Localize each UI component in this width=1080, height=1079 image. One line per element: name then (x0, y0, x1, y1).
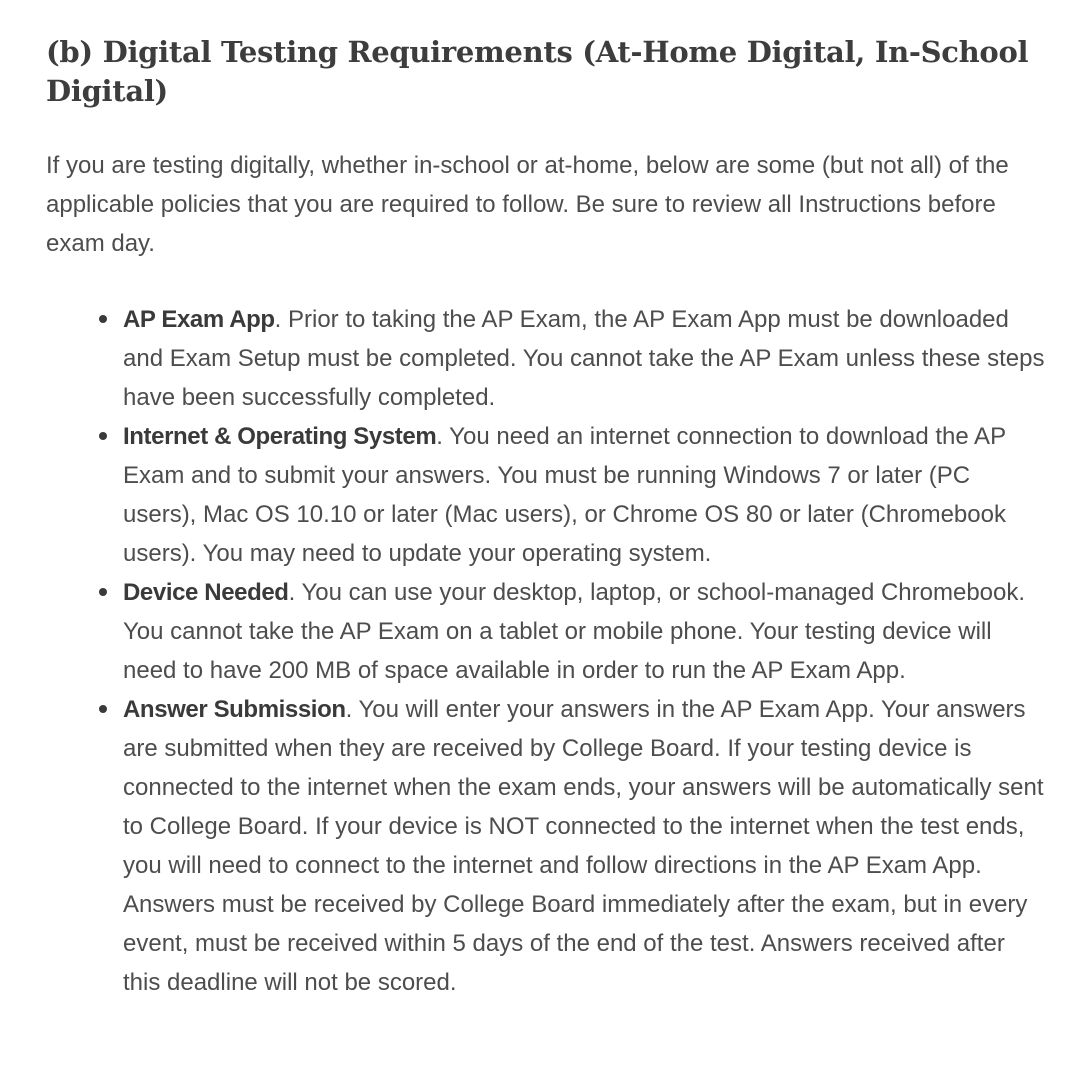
intro-paragraph: If you are testing digitally, whether in-school or at-home, below are some (but not all) of the applicable policies that you are required to follow. Be sure to review all Instructions before exam day. (46, 152, 1009, 257)
requirement-term: Internet & Operating System (123, 423, 437, 450)
requirement-term: AP Exam App (123, 306, 275, 333)
list-item-ap-exam-app (123, 300, 1046, 417)
requirement-text: . You can use your desktop, laptop, or school-managed Chromebook. You cannot take the AP Exam on a tablet or mobile phone. Your testing device will need to have 200 MB of space available in order to run the AP Exam App. (123, 579, 1026, 684)
requirement-text: . You need an internet connection to download the AP Exam and to submit your answers. You must be running Windows 7 or later (PC users), Mac OS 10.10 or later (Mac users), or Chrome OS 80 or later (Chromebook users). You may need to update your operating system. (123, 423, 1006, 567)
list-item-internet-os (123, 417, 1046, 573)
requirement-term: Device Needed (123, 579, 289, 606)
requirement-text: . Prior to taking the AP Exam, the AP Exam App must be downloaded and Exam Setup must be completed. You cannot take the AP Exam unless these steps have been successfully completed. (123, 306, 1045, 411)
section-heading: (b) Digital Testing Requirements (At-Home Digital, In-School Digital) (46, 35, 1029, 108)
bullet-icon (99, 432, 107, 440)
requirement-text: . You will enter your answers in the AP Exam App. Your answers are submitted when they are received by College Board. If your testing device is connected to the internet when the exam ends, your answers will be automatically sent to College Board. If your device is NOT connected to the internet when the test ends, you will need to connect to the internet and follow directions in the AP Exam App. Answers must be received by College Board immediately after the exam, but in every event, must be received within 5 days of the end of the test. Answers received after this deadline will not be scored. (123, 696, 1044, 996)
document-content (46, 33, 1046, 1002)
requirements-list (46, 300, 1046, 1002)
bullet-icon (99, 588, 107, 596)
list-item-device-needed (123, 573, 1046, 690)
list-item-answer-submission (123, 690, 1046, 1002)
bullet-icon (99, 315, 107, 323)
bullet-icon (99, 705, 107, 713)
requirement-term: Answer Submission (123, 696, 346, 723)
